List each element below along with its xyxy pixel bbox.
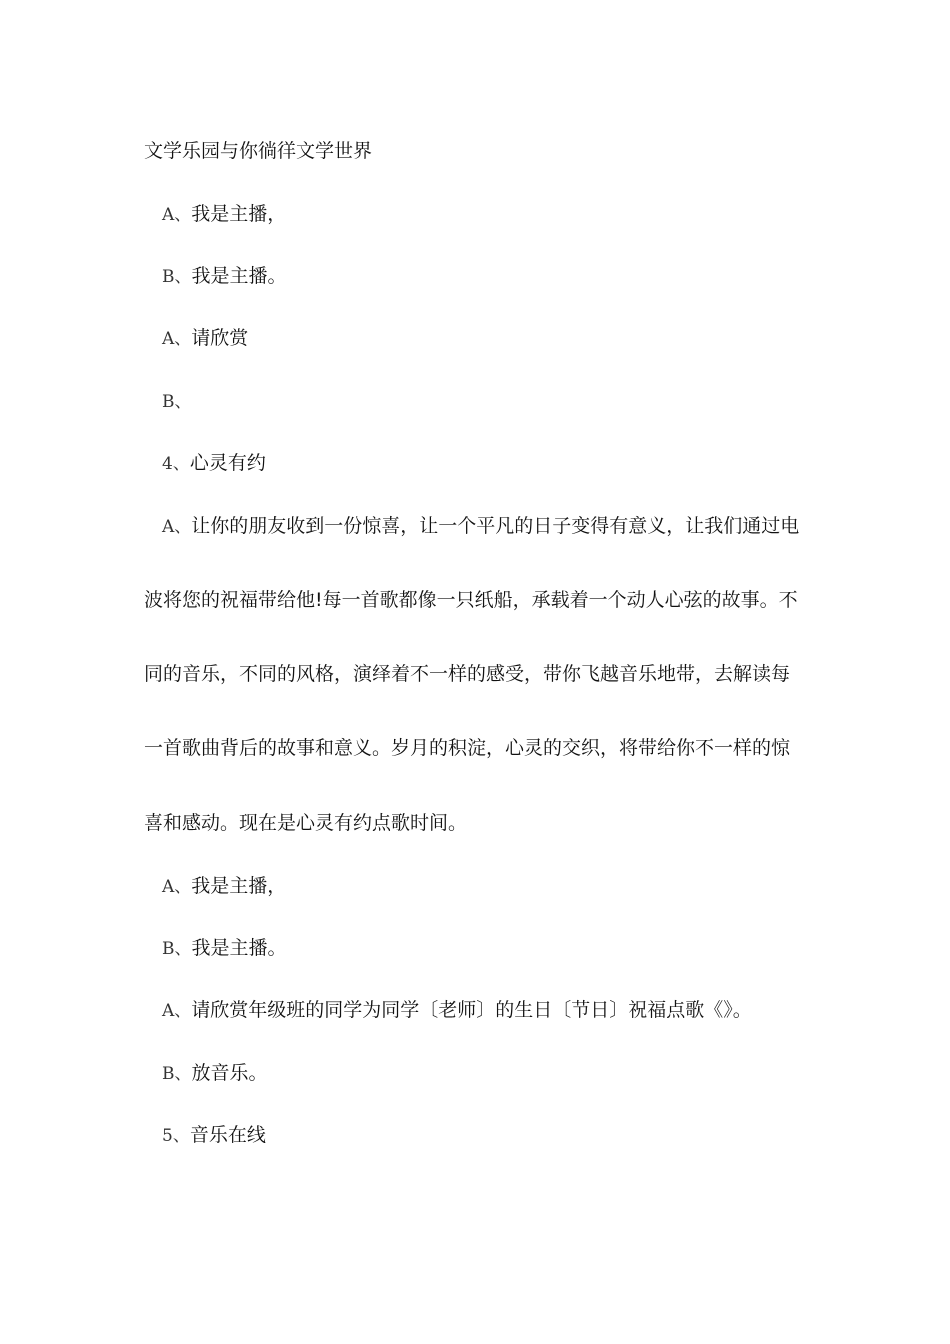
dialogue-line [162,936,287,961]
section-heading-text: 文学乐园与你徜徉文学世界 [144,140,373,162]
section-title: 心灵有约 [189,452,266,474]
dialogue-line [162,1061,268,1086]
dialogue-text: 放音乐。 [191,1062,268,1084]
dialogue-line [162,264,287,289]
paragraph-line [144,662,809,686]
paragraph-text: 一首歌曲背后的故事和意义。岁月的积淀，心灵的交织，将带给你不一样的惊 [144,737,791,759]
speaker-label: B、 [162,1064,192,1084]
section-title-line [162,451,266,476]
dialogue-text: 我是主播。 [191,937,287,959]
dialogue-text: 请欣赏年级班的同学为同学〔老师〕的生日〔节日〕祝福点歌《》。 [191,999,752,1021]
paragraph-line [144,736,809,760]
paragraph-text: 波将您的祝福带给他!每一首歌都像一只纸船，承载着一个动人心弦的故事。不 [144,589,798,611]
dialogue-line [162,514,799,539]
speaker-label: A、 [162,1001,192,1021]
speaker-label: B、 [162,939,192,959]
speaker-label: A、 [162,517,192,537]
speaker-label: A、 [162,205,192,225]
speaker-label: B、 [162,392,192,412]
dialogue-text: 让你的朋友收到一份惊喜，让一个平凡的日子变得有意义，让我们通过电 [191,515,800,537]
section-title: 音乐在线 [189,1124,266,1146]
dialogue-text: 我是主播， [191,875,287,897]
dialogue-line [162,998,752,1023]
section-number: 5、 [162,1126,190,1146]
speaker-label: A、 [162,329,192,349]
dialogue-text: 我是主播， [191,203,287,225]
speaker-label: A、 [162,877,192,897]
section-number: 4、 [162,454,190,474]
dialogue-line [162,874,286,899]
dialogue-line [162,389,192,414]
paragraph-text: 同的音乐，不同的风格，演绎着不一样的感受，带你飞越音乐地带，去解读每 [144,663,791,685]
section-title-line [162,1123,266,1148]
dialogue-text: 请欣赏 [191,327,249,349]
dialogue-text: 我是主播。 [191,265,287,287]
dialogue-line [162,326,248,351]
section-heading [144,139,372,163]
dialogue-line [162,202,286,227]
paragraph-line [144,588,809,612]
paragraph-line [144,811,809,835]
paragraph-text: 喜和感动。现在是心灵有约点歌时间。 [144,812,468,834]
speaker-label: B、 [162,267,192,287]
